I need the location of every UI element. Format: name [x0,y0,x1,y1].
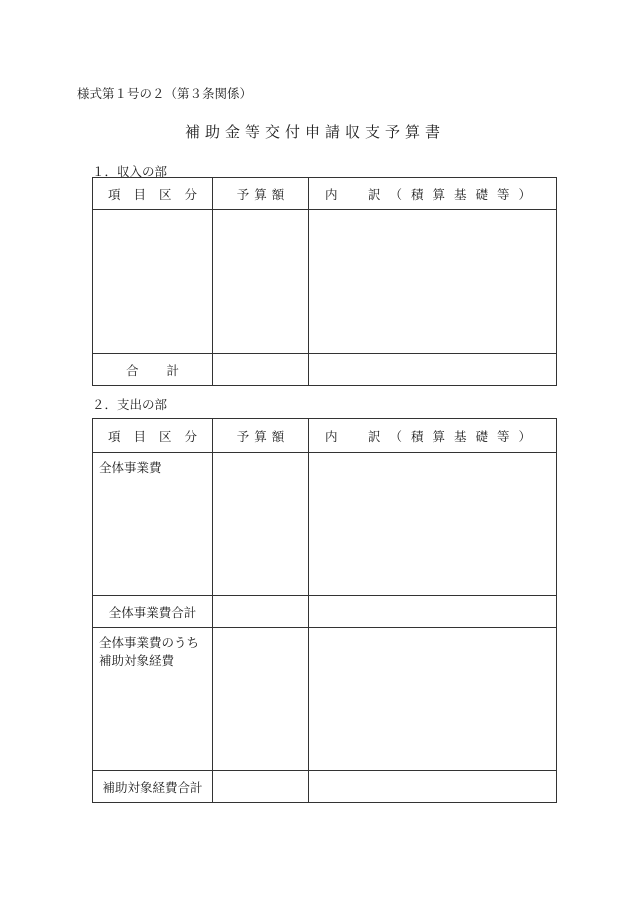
expense-all-costs-total-row [93,596,557,628]
income-header-breakdown: 内 訳（積算基礎等） [309,178,557,210]
expense-table [92,418,557,803]
expense-header-breakdown: 内 訳（積算基礎等） [309,419,557,453]
expense-all-costs-total-budget-cell[interactable] [213,596,309,628]
income-section-heading: １．収入の部 [92,164,168,179]
income-header-item: 項目区分 [93,178,213,210]
expense-eligible-costs-budget-cell[interactable] [213,628,309,771]
expense-all-costs-total-breakdown-cell[interactable] [309,596,557,628]
income-table [92,177,557,386]
expense-all-costs-total-label: 全体事業費合計 [93,596,213,628]
income-total-row [93,354,557,386]
document-title: 補助金等交付申請収支予算書 [184,123,445,141]
expense-all-costs-label: 全体事業費 [93,453,213,596]
expense-eligible-costs-breakdown-cell[interactable] [309,628,557,771]
expense-eligible-total-budget-cell[interactable] [213,771,309,803]
expense-header-budget: 予算額 [213,419,309,453]
expense-eligible-costs-label: 全体事業費のうち補助対象経費 [93,628,213,771]
income-header-budget: 予算額 [213,178,309,210]
income-item-cell[interactable] [93,210,213,354]
expense-eligible-costs-row [93,628,557,771]
expense-eligible-total-label: 補助対象経費合計 [93,771,213,803]
expense-all-costs-row [93,453,557,596]
expense-header-row [93,419,557,453]
expense-header-item: 項目区分 [93,419,213,453]
expense-section-heading: ２．支出の部 [92,397,168,412]
expense-all-costs-breakdown-cell[interactable] [309,453,557,596]
expense-eligible-total-breakdown-cell[interactable] [309,771,557,803]
income-breakdown-cell[interactable] [309,210,557,354]
income-total-label: 合計 [93,354,213,386]
income-budget-cell[interactable] [213,210,309,354]
income-header-row [93,178,557,210]
income-entry-row [93,210,557,354]
income-total-budget-cell[interactable] [213,354,309,386]
form-number: 様式第１号の２（第３条関係） [77,86,253,101]
expense-all-costs-budget-cell[interactable] [213,453,309,596]
income-total-breakdown-cell[interactable] [309,354,557,386]
expense-eligible-total-row [93,771,557,803]
